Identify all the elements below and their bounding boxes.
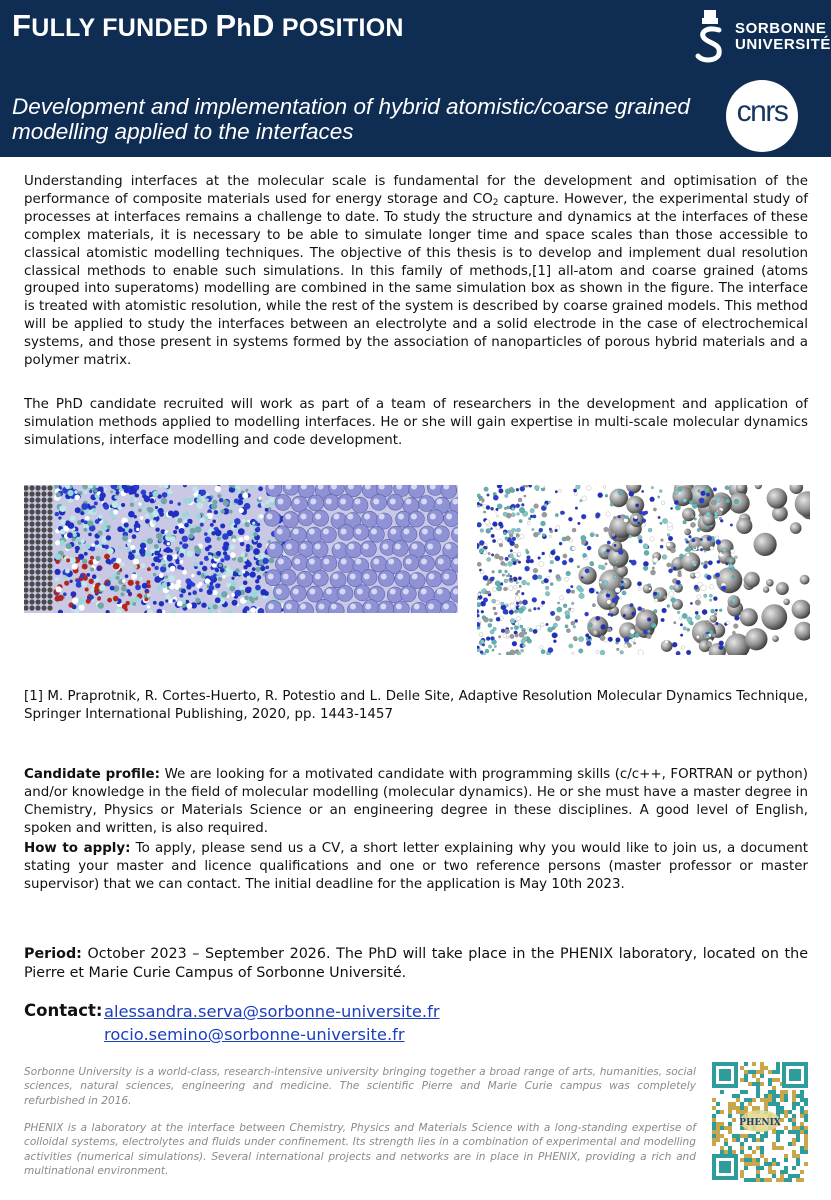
cnrs-logo: [726, 80, 798, 152]
title-initial-p: P: [215, 8, 237, 43]
simulation-figure-nanoparticle: [477, 485, 810, 655]
candidate-role-paragraph: The PhD candidate recruited will work as part of a team of researchers in the development and application of simulation methods applied to modelling interfaces. He or she will gain expertise in multi-scale molecular dynamics simulations, interface modelling and code development.: [24, 397, 808, 448]
title-part-1: ULLY FUNDED: [31, 14, 216, 42]
sorbonne-logo-line2: UNIVERSITÉ: [735, 36, 831, 53]
sorbonne-description: Sorbonne University is a world-class, research-intensive university bringing together a broad range of arts, humanities, social sciences, natural sciences, engineering and medicine. The scientific Pierre and Marie Curie campus was completely refurbished in 2016.: [24, 1066, 696, 1107]
candidate-profile-label: Candidate profile:: [24, 767, 160, 782]
title-initial-d: D: [252, 8, 275, 43]
qr-finder-top-right-icon: [782, 1062, 808, 1088]
co2-subscript: 2: [492, 197, 499, 208]
phenix-description: PHENIX is a laboratory at the interface between Chemistry, Physics and Materials Science with a long-standing expertise of colloidal systems, electrolytes and fluids under confinement. Its strength lies in a combination of experimental and modelling activities (numerical simulations). Several international projects and networks are in place in PHENIX, providing a rich and multinational environment.: [24, 1122, 696, 1178]
qr-code-icon: [708, 1058, 812, 1184]
nanoparticle-simulation-image: [477, 485, 810, 655]
cnrs-logo-text: cnrs: [736, 95, 788, 128]
project-subtitle: Development and implementation of hybrid atomistic/coarse grained modelling applied to the interfaces: [12, 94, 690, 144]
phenix-qr-code[interactable]: [708, 1058, 812, 1184]
intro-text-b: capture. However, the experimental study of processes at interfaces remains a challenge to date. To study the structure and dynamics at the interfaces of these complex materials, it is necessary to be able to simulate longer time and space scales than those accessible to classical atomistic modelling techniques. The objective of this thesis is to develop and implement dual resolution classical methods to enable such simulations. In this family of methods,[1] all-atom and coarse grained (atoms grouped into superatoms) modelling are combined in the same simulation box as shown in the figure. The interface is treated with atomistic resolution, while the rest of the system is described by coarse grained models. This method will be applied to study the interfaces between an electrolyte and a solid electrode in the case of electrochemical systems, and those present in systems formed by the association of nanoparticles of porous hybrid materials and a polymer matrix.: [24, 191, 808, 369]
how-to-apply-label: How to apply:: [24, 841, 131, 856]
reference-citation: [1] M. Praprotnik, R. Cortes-Huerto, R. Potestio and L. Delle Site, Adaptive Resolution Molecular Dynamics Technique, Springer International Publishing, 2020, pp. 1443-1457: [24, 689, 808, 722]
period-text: October 2023 – September 2026. The PhD will take place in the PHENIX laboratory, located on the Pierre et Marie Curie Campus of Sorbonne Université.: [24, 946, 808, 981]
electrode-simulation-image: [24, 485, 458, 613]
period-section: [24, 945, 808, 982]
candidate-profile-text: We are looking for a motivated candidate with programming skills (c/c++, FORTRAN or python) and/or knowledge in the field of molecular modelling (molecular dynamics). He or she must have a master degree in Chemistry, Physics or Materials Science or an engineering degree in these disciplines. A good level of English, spoken and written, is also required.: [24, 767, 809, 836]
contact-email-serva[interactable]: alessandra.serva@sorbonne-universite.fr: [104, 1002, 440, 1021]
title-part-2: POSITION: [274, 14, 404, 42]
sorbonne-logo: [693, 8, 831, 64]
period-label: Period:: [24, 946, 82, 962]
title-part-h: h: [236, 14, 252, 42]
position-title: [12, 8, 404, 44]
sorbonne-emblem-icon: [693, 8, 727, 64]
simulation-figure-electrode: [24, 485, 458, 613]
qr-phenix-label: PHENIX: [739, 1118, 781, 1128]
how-to-apply-text: To apply, please send us a CV, a short letter explaining why you would like to join us, a document stating your master and licence qualifications and one or two reference persons (master professor or master supervisor) that we can contact. The initial deadline for the application is May 10th 2023.: [24, 841, 808, 892]
intro-paragraph: [24, 173, 808, 370]
how-to-apply-section: [24, 840, 808, 894]
qr-finder-top-left-icon: [712, 1062, 738, 1088]
title-initial-f: F: [12, 8, 32, 43]
candidate-profile-section: [24, 766, 808, 838]
contact-label: Contact:: [24, 1001, 103, 1020]
contact-email-semino[interactable]: rocio.semino@sorbonne-universite.fr: [104, 1025, 405, 1044]
sorbonne-logo-line1: SORBONNE: [735, 20, 827, 37]
header-banner: [0, 0, 831, 157]
qr-finder-bottom-left-icon: [712, 1154, 738, 1180]
intro-text-a: Understanding interfaces at the molecular scale is fundamental for the development and optimisation of the performance of composite materials used for energy storage and CO: [24, 174, 808, 207]
